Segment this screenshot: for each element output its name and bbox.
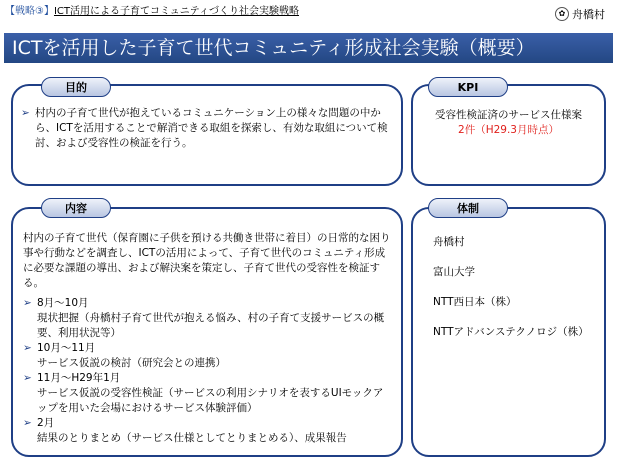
purpose-body bbox=[21, 106, 393, 151]
schedule-item bbox=[23, 296, 391, 341]
purpose-label: 目的 bbox=[41, 77, 111, 97]
schedule-period-row bbox=[23, 371, 391, 386]
schedule-item bbox=[23, 341, 391, 371]
list-item bbox=[21, 106, 393, 151]
schedule-item bbox=[23, 416, 391, 446]
content-label: 内容 bbox=[41, 198, 111, 218]
schedule-detail: 結果のとりまとめ（サービス仕様としてとりまとめる）、成果報告 bbox=[37, 432, 347, 444]
kpi-description: 受容性検証済のサービス仕様案 bbox=[435, 109, 582, 121]
schedule-period-row bbox=[23, 296, 391, 311]
content-intro: 村内の子育て世代（保育園に子供を預ける共働き世帯に着目）の日常的な困り事や行動などを調査し、ICTの活用によって、子育て世代のコミュニティ形成に必要な課題の導出、および解決案を策定し、子育て世代の受容性を検証する。 bbox=[23, 232, 391, 289]
logo-text: 舟橋村 bbox=[572, 8, 605, 21]
arrow-right-icon: ➢ bbox=[21, 107, 30, 119]
schedule-item bbox=[23, 371, 391, 416]
schedule-detail: 現状把握（舟橋村子育て世代が抱える悩み、村の子育て支援サービスの概要、利用状況等） bbox=[37, 312, 385, 339]
strategy-header bbox=[5, 5, 299, 19]
structure-panel bbox=[411, 207, 606, 457]
purpose-list bbox=[21, 106, 393, 151]
purpose-panel bbox=[11, 84, 403, 186]
kpi-label: KPI bbox=[428, 77, 508, 97]
kpi-target: 2件（H29.3月時点） bbox=[458, 124, 559, 136]
schedule-period: 10月～11月 bbox=[37, 342, 96, 354]
arrow-right-icon: ➢ bbox=[23, 342, 32, 354]
member-item: 富山大学 bbox=[433, 266, 475, 278]
schedule-period-row bbox=[23, 341, 391, 356]
kpi-body bbox=[413, 108, 604, 138]
schedule-detail: サービス仮説の受容性検証（サービスの利用シナリオを表するUIモックアップを用いた会場におけるサービス体験評価） bbox=[37, 387, 384, 414]
member-item: NTTアドバンステクノロジ（株） bbox=[433, 326, 589, 338]
logo bbox=[555, 6, 605, 22]
structure-label: 体制 bbox=[428, 198, 508, 218]
content-panel bbox=[11, 207, 403, 457]
strategy-tag: 【戦略③】 bbox=[5, 6, 54, 17]
schedule-period: 8月～10月 bbox=[37, 297, 89, 309]
arrow-right-icon: ➢ bbox=[23, 297, 32, 309]
village-emblem-icon: ✿ bbox=[555, 7, 569, 21]
schedule-period-row bbox=[23, 416, 391, 431]
strategy-title: ICT活用による子育てコミュニティづくり社会実験戦略 bbox=[53, 6, 300, 17]
member-item: NTT西日本（株） bbox=[433, 296, 517, 308]
arrow-right-icon: ➢ bbox=[23, 417, 32, 429]
arrow-right-icon: ➢ bbox=[23, 372, 32, 384]
content-body bbox=[23, 231, 391, 446]
schedule-list bbox=[23, 296, 391, 446]
member-item: 舟橋村 bbox=[433, 236, 465, 248]
schedule-period: 2月 bbox=[37, 417, 55, 429]
page-title: ICTを活用した子育て世代コミュニティ形成社会実験（概要） bbox=[4, 33, 613, 63]
member-list bbox=[433, 235, 603, 355]
purpose-text: 村内の子育て世代が抱えているコミュニケーション上の様々な問題の中から、ICTを活用することで解消できる取組を探索し、有効な取組について検討、および受容性の検証を行う。 bbox=[35, 107, 388, 149]
kpi-panel bbox=[411, 84, 606, 186]
schedule-detail: サービス仮説の検討（研究会との連携） bbox=[37, 357, 226, 369]
schedule-period: 11月～H29年1月 bbox=[37, 372, 121, 384]
